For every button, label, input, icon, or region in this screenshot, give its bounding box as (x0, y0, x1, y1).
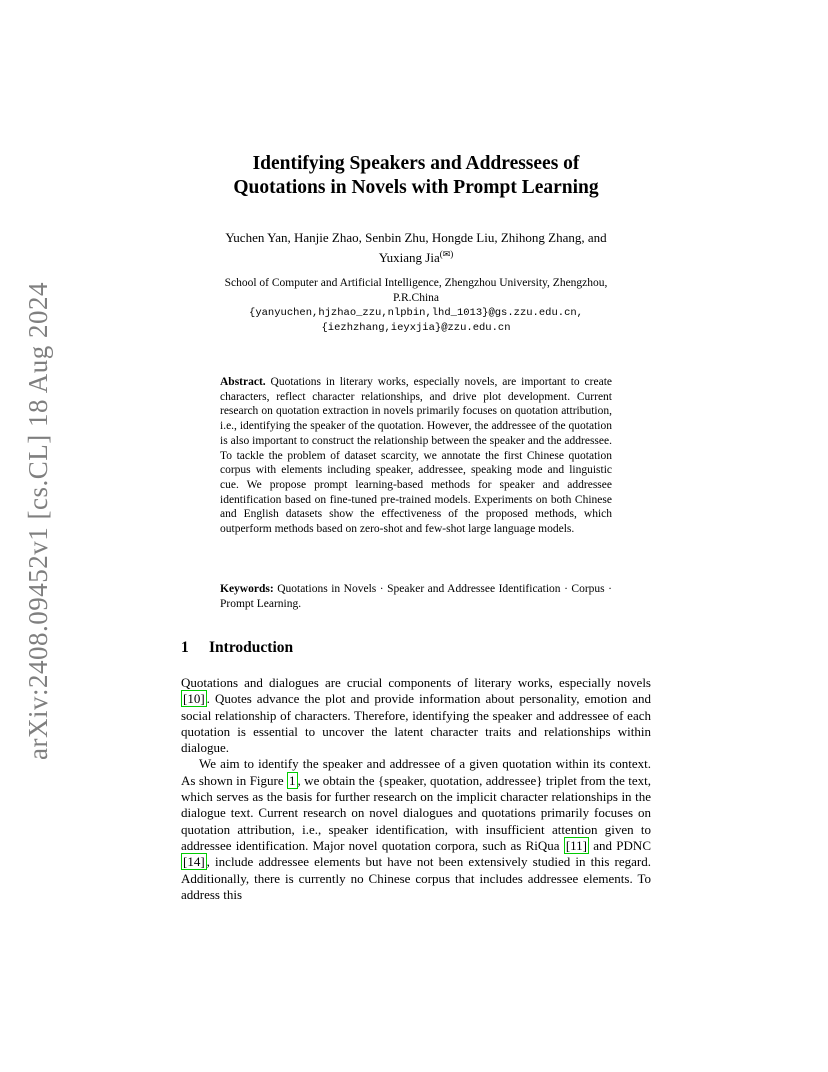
paragraph-2-text-d: , include addressee elements but have not been extensively studied in this regard. Additionally, there is currently no Chinese corpus that includes addressee elements. To address this (181, 854, 651, 902)
section-number: 1 (181, 639, 189, 656)
affiliation-line-1: School of Computer and Artificial Intelligence, Zhengzhou University, Zhengzhou, (224, 277, 608, 289)
title-line-1: Identifying Speakers and Addressees of (252, 153, 580, 174)
authors-line-2 (181, 246, 651, 266)
emails-line-1: {yanyuchen,hjzhao_zzu,nlpbin,lhd_1013}@gs.zzu.edu.cn, (249, 307, 583, 319)
emails-line-2: {iezhzhang,ieyxjia}@zzu.edu.cn (321, 322, 511, 334)
authors-line-1: Yuchen Yan, Hanjie Zhao, Senbin Zhu, Hongde Liu, Zhihong Zhang, and (225, 230, 607, 245)
affiliation (181, 276, 651, 336)
section-heading-introduction (181, 638, 651, 658)
paper-title (181, 152, 651, 200)
paragraph-2-text-a: We aim to identify the speaker and addressee of a given quotation within its context. As shown in Figure (181, 756, 651, 788)
paragraph-2-text-c: and PDNC (589, 837, 651, 853)
paragraph-2 (181, 756, 651, 903)
figure-link-1[interactable]: 1 (289, 772, 296, 788)
citation-link-10[interactable]: [10] (183, 691, 205, 707)
abstract (220, 375, 612, 537)
paragraph-1-text-a: Quotations and dialogues are crucial components of literary works, especially novels (181, 675, 651, 690)
section-title: Introduction (209, 639, 294, 656)
paragraph-2-text-b: , we obtain the {speaker, quotation, addressee} triplet from the text, which serves as the basis for further research on the implicit character relationships in the dialogue text. Current research on novel dialogues and quotations primarily focuses on quotation attribution, i.e., speaker identification, with insufficient attention given to addressee identification. Major novel quotation corpora, such as RiQua (181, 772, 651, 853)
author-list (181, 230, 651, 266)
last-author: Yuxiang Jia (378, 250, 440, 265)
keywords-text: Quotations in Novels · Speaker and Addressee Identification · Corpus · Prompt Learning. (220, 583, 613, 610)
keywords-label: Keywords: (220, 583, 274, 595)
abstract-text: Quotations in literary works, especially novels, are important to create characters, reflect character relationships, and drive plot development. Current research on quotation extraction in novels primarily focuses on quotation attribution, i.e., identifying the speaker of the quotation. However, the addressee of the quotation is also important to construct the relationship between the speaker and the addressee. To tackle the problem of dataset scarcity, we annotate the first Chinese quotation corpus with elements including speaker, addressee, speaking mode and linguistic cue. We propose prompt learning-based methods for speaker and addressee identification based on fine-tuned pre-trained models. Experiments on both Chinese and English datasets show the effectiveness of the proposed methods, which outperform methods based on zero-shot and few-shot large language models. (220, 376, 612, 536)
abstract-label: Abstract. (220, 376, 266, 388)
affiliation-line-2: P.R.China (392, 292, 439, 304)
paragraph-1-text-b: . Quotes advance the plot and provide information about personality, emotion and social relationship of characters. Therefore, identifying the speaker and addressee of each quotation is essential to uncover the latent character traits and relationships within dialogue. (181, 691, 651, 756)
corresponding-author-mark: (✉) (439, 249, 454, 259)
arxiv-identifier: arXiv:2408.09452v1 [cs.CL] 18 Aug 2024 (23, 282, 53, 760)
citation-link-14[interactable]: [14] (183, 854, 205, 870)
title-line-2: Quotations in Novels with Prompt Learning (233, 177, 599, 198)
citation-link-11[interactable]: [11] (565, 837, 587, 853)
paragraph-1 (181, 675, 651, 756)
keywords (220, 582, 612, 612)
introduction-body (181, 675, 651, 903)
